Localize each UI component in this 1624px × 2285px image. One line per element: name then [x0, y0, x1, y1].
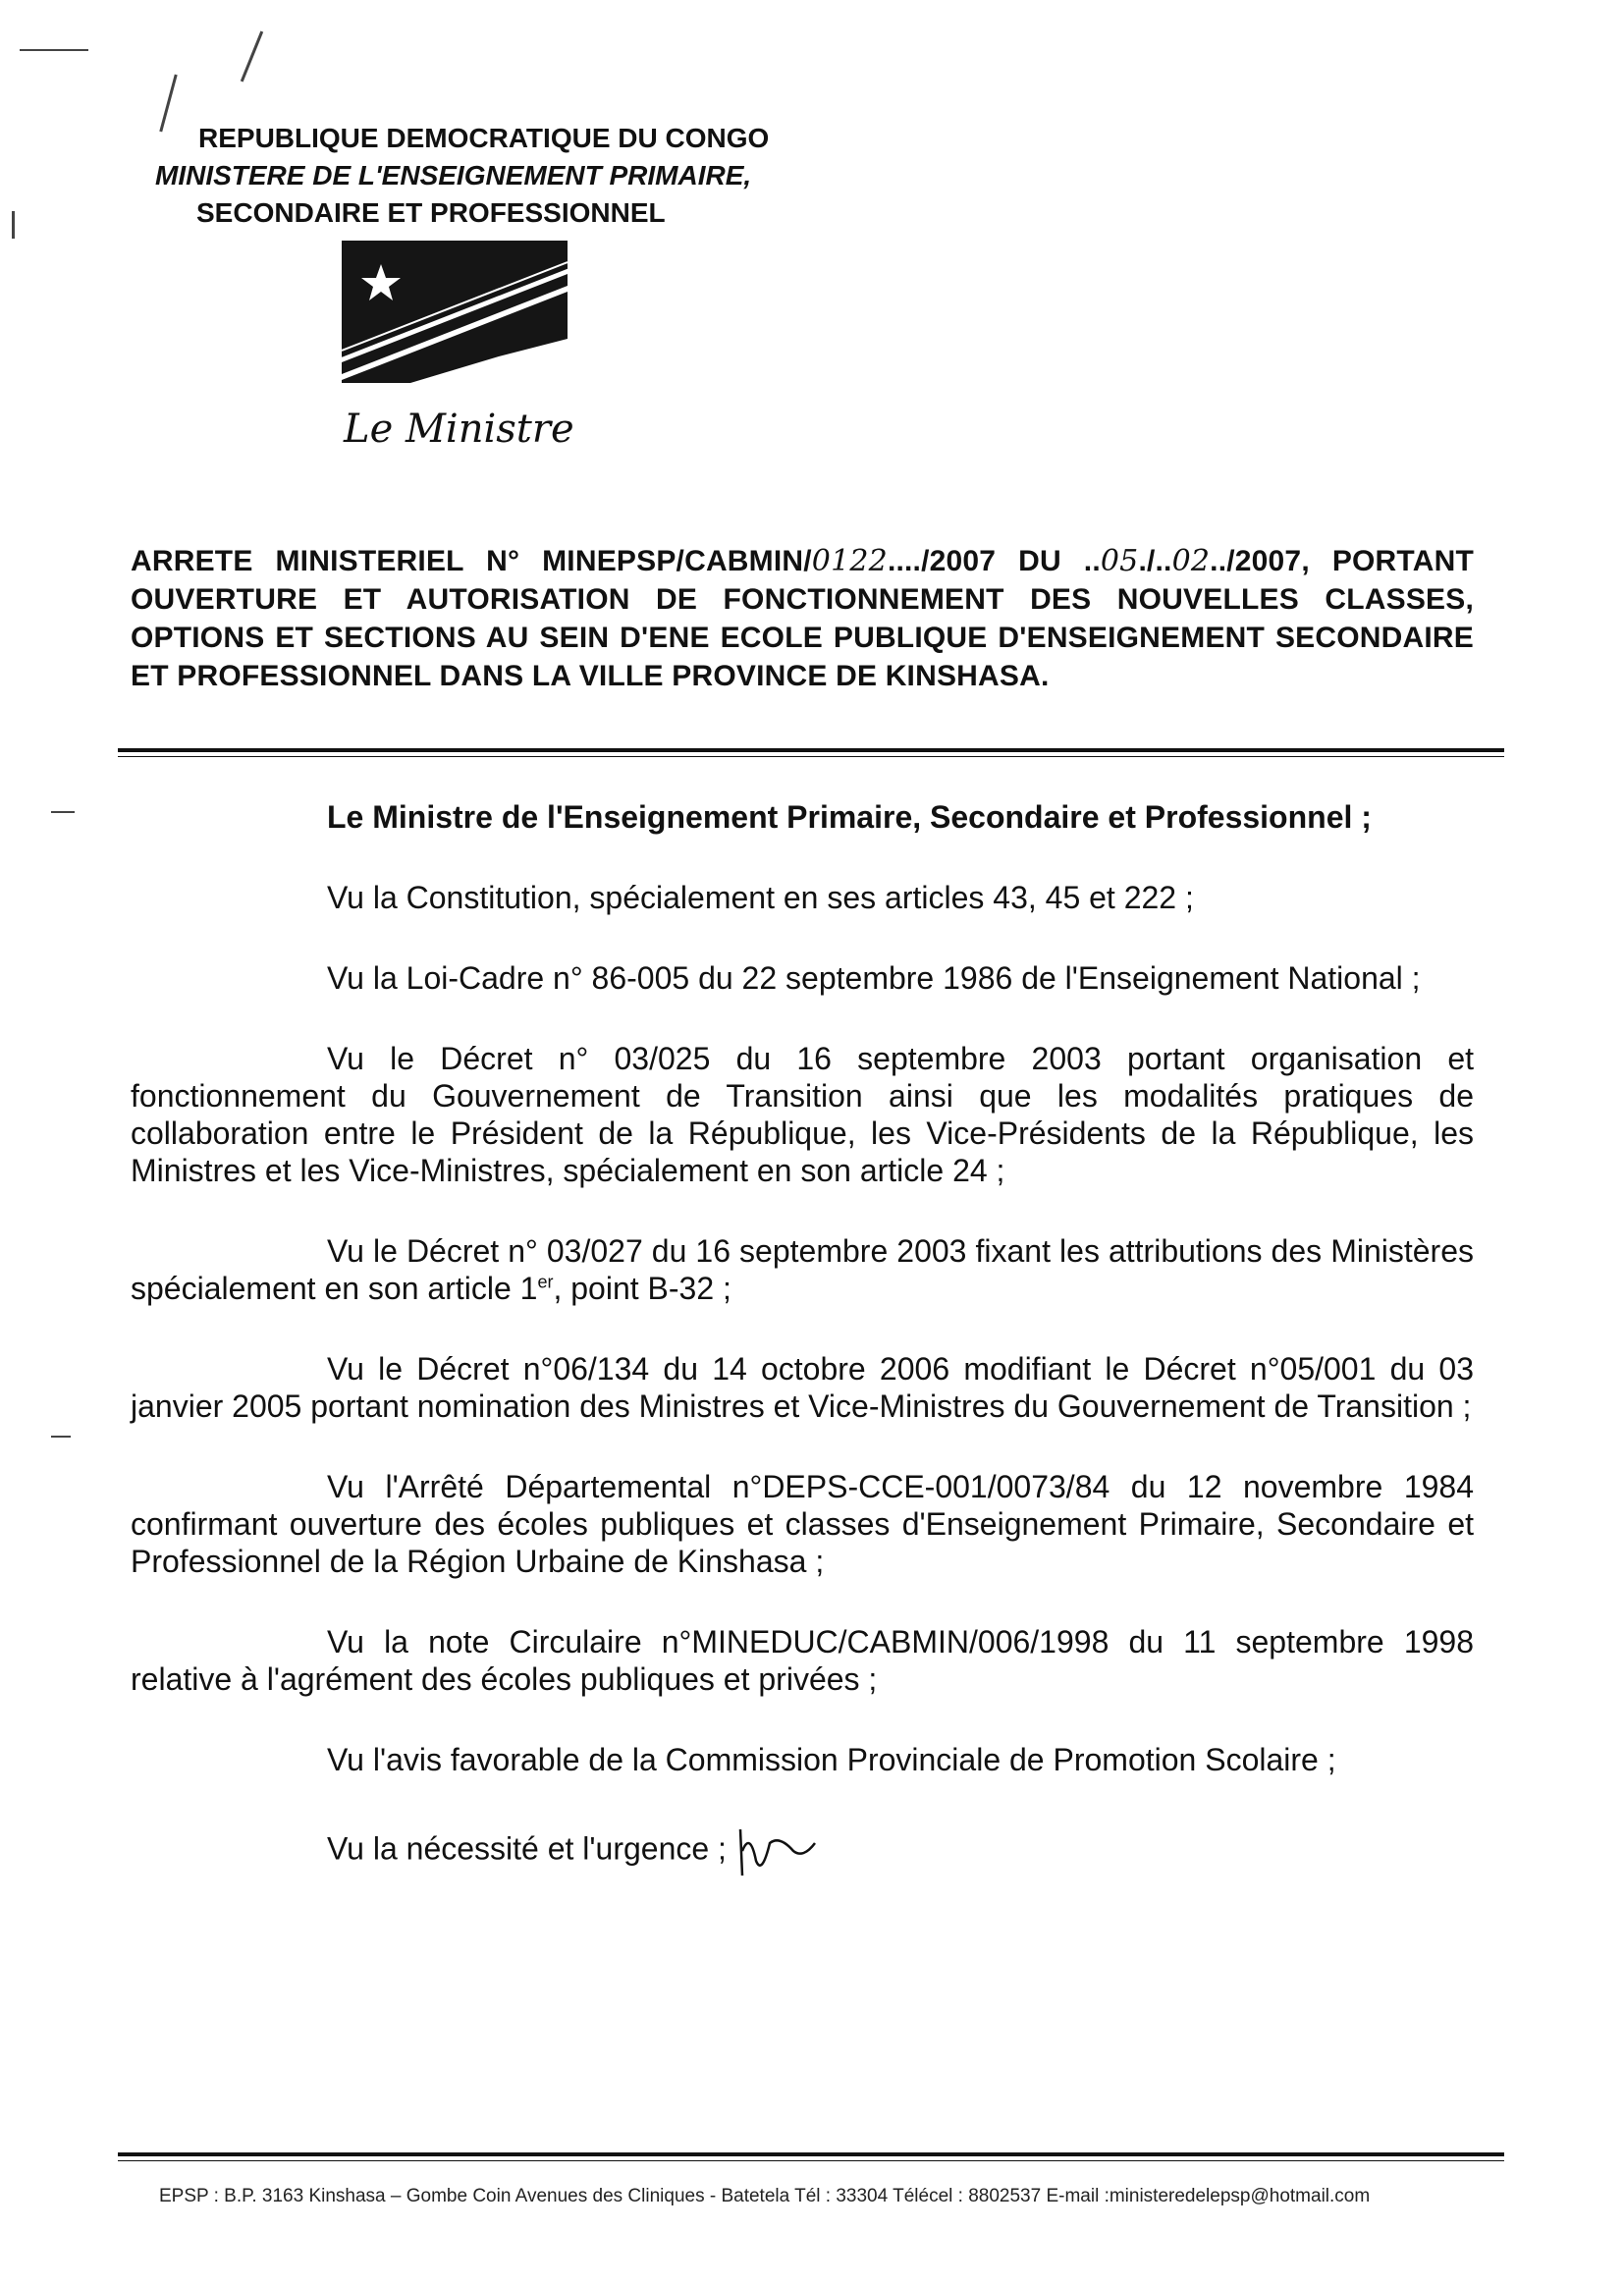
decree-date-year: ../2007,: [1210, 545, 1310, 577]
considerant-avis-commission: Vu l'avis favorable de la Commission Provinciale de Promotion Scolaire ;: [327, 1742, 1336, 1777]
considerant-decret-03-027: Vu le Décret n° 03/027 du 16 septembre 2003 fixant les attributions des Ministères spécialement en son article 1er, point B-32 ;: [131, 1233, 1474, 1306]
decree-month-handwritten: 02: [1171, 544, 1211, 578]
minister-title: Le Ministre: [344, 407, 574, 452]
decree-ref-prefix: ARRETE MINISTERIEL N° MINEPSP/CABMIN/: [131, 545, 812, 577]
considerant-arrete-departemental: Vu l'Arrêté Départemental n°DEPS-CCE-001/0073/84 du 12 novembre 1984 confirmant ouverture des écoles publiques et classes d'Enseignement Primaire, Secondaire et Professionnel de la Région Urbaine de Kinshasa ;: [131, 1469, 1474, 1579]
signature-initials-icon: [732, 1822, 821, 1880]
drc-flag-icon: [342, 241, 568, 383]
decree-subject: PORTANT OUVERTURE ET AUTORISATION DE FONCTIONNEMENT DES NOUVELLES CLASSES, OPTIONS ET SECTIONS AU SEIN D'ENE ECOLE PUBLIQUE D'ENSEIGNEMENT SECONDAIRE ET PROFESSIONNEL DANS LA VILLE PROVINCE DE KINSHASA.: [131, 545, 1474, 692]
considerant-decret-06-134: Vu le Décret n°06/134 du 14 octobre 2006 modifiant le Décret n°05/001 du 03 janvier 2005 portant nomination des Ministres et Vice-Ministres du Gouvernement de Transition ;: [131, 1351, 1474, 1424]
footer-divider-thick: [118, 2152, 1504, 2156]
letterhead-ministry-cont: SECONDAIRE ET PROFESSIONNEL: [196, 197, 666, 228]
footer-divider-thin: [118, 2160, 1504, 2161]
scan-mark: [51, 1436, 71, 1438]
considerant-note-circulaire: Vu la note Circulaire n°MINEDUC/CABMIN/006/1998 du 11 septembre 1998 relative à l'agrément des écoles publiques et privées ;: [131, 1624, 1474, 1697]
decree-ref-year: ..../2007 DU ..: [887, 545, 1101, 577]
letterhead-ministry: MINISTERE DE L'ENSEIGNEMENT PRIMAIRE,: [155, 160, 752, 190]
title-divider-thick: [118, 748, 1504, 752]
decree-day-handwritten: 05: [1100, 544, 1139, 578]
preamble: Le Ministre de l'Enseignement Primaire, Secondaire et Professionnel ;: [327, 799, 1372, 835]
decree-body: [131, 798, 1474, 1880]
scan-mark: [12, 211, 15, 239]
considerant-constitution: Vu la Constitution, spécialement en ses articles 43, 45 et 222 ;: [327, 880, 1194, 915]
considerant-urgence: Vu la nécessité et l'urgence ;: [131, 1822, 1474, 1880]
considerant-loi-cadre: Vu la Loi-Cadre n° 86-005 du 22 septembre 1986 de l'Enseignement National ;: [327, 960, 1421, 996]
footer-contact: EPSP : B.P. 3163 Kinshasa – Gombe Coin Avenues des Cliniques - Batetela Tél : 33304 Télécel : 8802537 E-mail :ministeredelepsp@hotmail.com: [159, 2186, 1371, 2206]
scan-mark: [241, 30, 263, 82]
scan-mark: [51, 811, 75, 813]
letterhead: [147, 120, 893, 232]
decree-title: [131, 542, 1474, 695]
decree-date-sep: ./..: [1138, 545, 1172, 577]
considerant-decret-03-025: Vu le Décret n° 03/025 du 16 septembre 2003 portant organisation et fonctionnement du Gouvernement de Transition ainsi que les modalités pratiques de collaboration entre le Président de la République, les Vice-Présidents de la République, les Ministres et les Vice-Ministres, spécialement en son article 24 ;: [131, 1041, 1474, 1188]
scan-mark: [20, 49, 88, 51]
letterhead-country: REPUBLIQUE DEMOCRATIQUE DU CONGO: [198, 123, 770, 153]
decree-number-handwritten: 0122: [811, 544, 888, 578]
title-divider-thin: [118, 756, 1504, 757]
